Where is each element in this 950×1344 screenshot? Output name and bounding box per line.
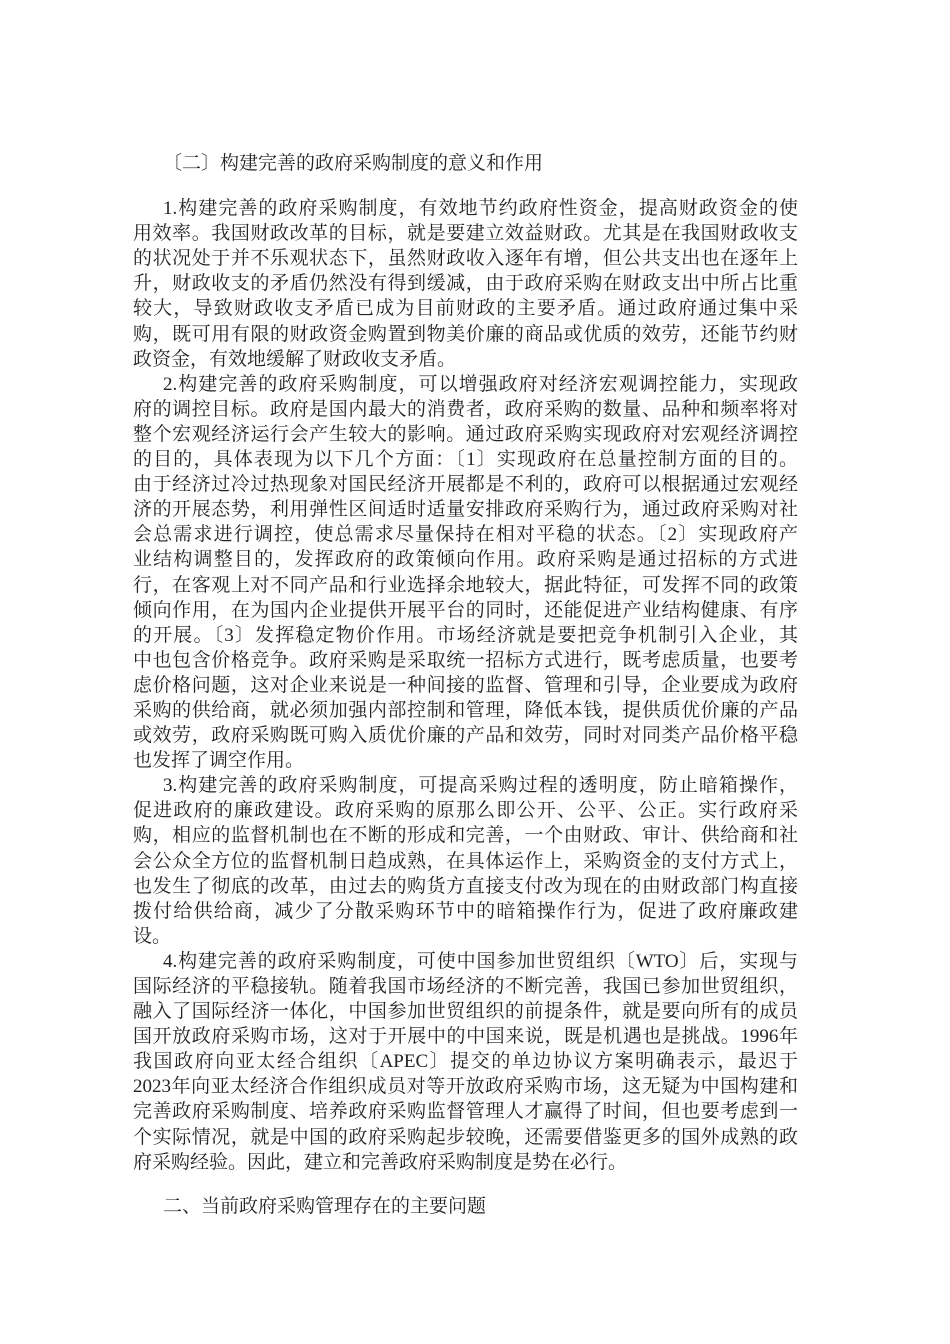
next-section-heading: 二、当前政府采购管理存在的主要问题 [163,1195,487,1217]
text-line: 促进政府的廉政建设。政府采购的原那么即公开、公平、公正。实行政府采 [133,800,798,822]
text-line: 的目的，具体表现为以下几个方面：〔1〕实现政府在总量控制方面的目的。 [133,449,798,471]
text-line: 会公众全方位的监督机制日趋成熟，在具体运作上，采购资金的支付方式上， [133,850,798,872]
text-line: 或效劳，政府采购既可购入质优价廉的产品和效劳，同时对同类产品价格平稳 [133,725,798,747]
text-line: 采购的供给商，就必须加强内部控制和管理，降低本钱，提供质优价廉的产品 [133,699,798,721]
text-line: 个实际情况，就是中国的政府采购起步较晚，还需要借鉴更多的国外成熟的政 [133,1126,798,1148]
text-line: 拨付给供给商，减少了分散采购环节中的暗箱操作行为，促进了政府廉政建 [133,900,798,922]
text-line: 虑价格问题，这对企业来说是一种间接的监督、管理和引导，企业要成为政府 [133,674,798,696]
text-line: 2.构建完善的政府采购制度，可以增强政府对经济宏观调控能力，实现政 [163,373,798,395]
text-line: 3.构建完善的政府采购制度，可提高采购过程的透明度，防止暗箱操作， [163,775,798,797]
text-line: 政资金，有效地缓解了财政收支矛盾。 [133,348,457,370]
paragraph [133,196,798,372]
text-line: 用效率。我国财政改革的目标，就是要建立效益财政。尤其是在我国财政收支 [133,223,798,245]
paragraph [133,773,798,949]
text-line: 府的调控目标。政府是国内最大的消费者，政府采购的数量、品种和频率将对 [133,398,798,420]
text-line: 济的开展态势，利用弹性区间适时适量安排政府采购行为，通过政府采购对社 [133,499,798,521]
text-line: 1.构建完善的政府采购制度，有效地节约政府性资金，提高财政资金的使 [163,198,798,220]
text-line: 行，在客观上对不同产品和行业选择余地较大，据此特征，可发挥不同的政策 [133,574,798,596]
text-line: 升，财政收支的矛盾仍然没有得到缓减，由于政府采购在财政支出中所占比重 [133,273,798,295]
paragraph [133,949,798,1175]
text-line: 的状况处于并不乐观状态下，虽然财政收入逐年有增，但公共支出也在逐年上 [133,248,798,270]
document-content [133,151,798,1219]
text-line: 国际经济的平稳接轨。随着我国市场经济的不断完善，我国已参加世贸组织， [133,976,798,997]
text-line: 2023年向亚太经济合作组织成员对等开放政府采购市场，这无疑为中国构建和 [133,1076,798,1098]
text-line: 4.构建完善的政府采购制度，可使中国参加世贸组织〔WTO〕后，实现与 [163,950,798,972]
text-line: 设。 [133,925,172,947]
text-line: 融入了国际经济一体化，中国参加世贸组织的前提条件，就是要向所有的成员 [133,1001,798,1023]
text-line: 的开展。〔3〕发挥稳定物价作用。市场经济就是要把竞争机制引入企业，其 [133,624,798,646]
text-line: 我国政府向亚太经合组织〔APEC〕提交的单边协议方案明确表示，最迟于 [133,1051,798,1073]
text-line: 购，既可用有限的财政资金购置到物美价廉的商品或优质的效劳，还能节约财 [133,323,798,345]
text-line: 业结构调整目的，发挥政府的政策倾向作用。政府采购是通过招标的方式进 [133,549,798,571]
text-line: 由于经济过冷过热现象对国民经济开展都是不利的，政府可以根据通过宏观经 [133,474,798,496]
text-line: 会总需求进行调控，使总需求尽量保持在相对平稳的状态。〔2〕实现政府产 [133,524,798,546]
text-line: 较大，导致财政收支矛盾已成为目前财政的主要矛盾。通过政府通过集中采 [133,298,798,320]
text-line: 整个宏观经济运行会产生较大的影响。通过政府采购实现政府对宏观经济调控 [133,423,798,445]
text-line: 府采购经验。因此，建立和完善政府采购制度是势在必行。 [133,1151,628,1173]
section-heading: 〔二〕构建完善的政府采购制度的意义和作用 [163,153,544,174]
document-body [133,196,798,1175]
text-line: 购，相应的监督机制也在不断的形成和完善，一个由财政、审计、供给商和社 [133,825,798,847]
paragraph [133,372,798,774]
text-line: 也发挥了调空作用。 [133,750,305,772]
text-line: 中也包含价格竞争。政府采购是采取统一招标方式进行，既考虑质量，也要考 [133,649,798,671]
text-line: 倾向作用，在为国内企业提供开展平台的同时，还能促进产业结构健康、有序 [133,599,798,621]
text-line: 也发生了彻底的改革，由过去的购货方直接支付改为现在的由财政部门构直接 [133,875,798,897]
text-line: 完善政府采购制度、培养政府采购监督管理人才赢得了时间，但也要考虑到一 [133,1101,798,1123]
text-line: 国开放政府采购市场，这对于开展中的中国来说，既是机遇也是挑战。1996年 [133,1026,798,1048]
